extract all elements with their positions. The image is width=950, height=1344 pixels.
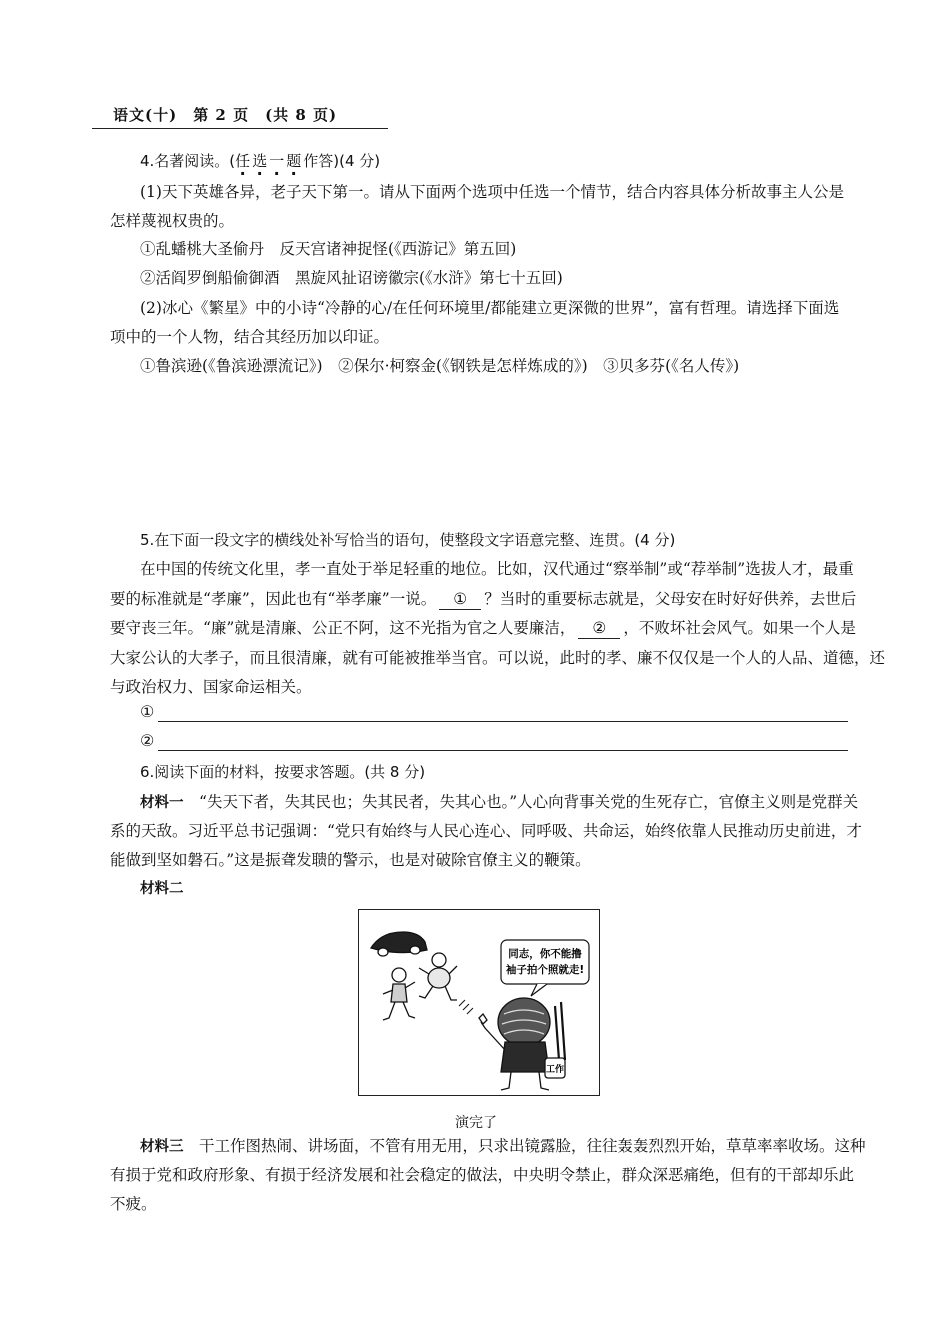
material3-text-1: 干工作图热闹、讲场面，不管有用无用，只求出镜露脸，往往轰轰烈烈开始，草草率率收场。这种 [199, 1137, 866, 1155]
q4-option-1: ①乱蟠桃大圣偷丹 反天宫诸神捉怪(《西游记》第五回) [140, 240, 517, 258]
cartoon-frame [358, 909, 600, 1096]
material2-label: 材料二 [140, 881, 184, 897]
q5-blank-2[interactable]: ② [578, 618, 620, 639]
q5-line5: 与政治权力、国家命运相关。 [110, 678, 312, 696]
material1-text-1: “失天下者，失其民也；失其民者，失其心也。”人心向背事关党的生死存亡，官僚主义则是党群关 [199, 793, 859, 811]
q5-line2-b: ？当时的重要标志就是，父母安在时好好供养，去世后 [484, 590, 857, 608]
q5-line3-a: 要守丧三年。“廉”就是清廉、公正不阿，这不光指为官之人要廉洁， [110, 619, 576, 637]
q6-material2-label-line [140, 878, 855, 899]
speech-text-2: 袖子拍个照就走! [505, 964, 585, 976]
q5-line4: 大家公认的大孝子，而且很清廉，就有可能被推举当官。可以说，此时的孝、廉不仅仅是一个人的人品、道德，还 [110, 649, 886, 667]
q5-line3-b: ，不败坏社会风气。如果一个人是 [623, 619, 856, 637]
q4-p1-line2: 怎样蔑视权贵的。 [110, 212, 235, 230]
q5-line2-a: 要的标准就是“孝廉”，因此也有“举孝廉”一说。 [110, 590, 437, 608]
q6-material3-line2: 有损于党和政府形象、有损于经济发展和社会稳定的做法，中央明令禁止，群众深恶痛绝，但有的干部却乐此 [110, 1166, 855, 1184]
q6-material3-line3: 不疲。 [110, 1195, 157, 1213]
fleeing-official-icon [419, 953, 457, 1000]
q4-p2-line1: (2)冰心《繁星》中的小诗“冷静的心/在任何环境里/都能建立更深微的世界”，富有哲理。请选择下面选 [140, 299, 840, 317]
q6-material1-line2: 系的天敌。习近平总书记强调：“党只有始终与人民心连心、同呼吸、共命运，始终依靠人民推动历史前进，才 [110, 822, 862, 840]
q4-p2-line2: 项中的一个人物，结合其经历加以印证。 [110, 328, 390, 346]
speech-text-1: 同志，你不能撸 [508, 948, 582, 960]
q6-material1-line1 [140, 792, 859, 813]
q4-title-part-a: 4.名著阅读。( [140, 152, 236, 170]
material3-label: 材料三 [140, 1139, 184, 1155]
bag-label: 工作 [545, 1065, 565, 1075]
worker-with-hat-icon [479, 998, 565, 1090]
q4-title-part-b: 作答)(4 分) [303, 152, 381, 170]
cartoon-caption: 演完了 [455, 1115, 497, 1131]
q6-material3-line1 [140, 1136, 866, 1157]
q5-answer-label-2: ② [140, 731, 155, 750]
q6-title: 6.阅读下面的材料，按要求答题。(共 8 分) [140, 763, 426, 781]
q4-p1-line1: (1)天下英雄各异，老子天下第一。请从下面两个选项中任选一个情节，结合内容具体分析故事主人公是 [140, 183, 844, 201]
page-header: 语文(十) 第 2 页 (共 8 页) [113, 106, 338, 124]
q5-answer-line-1[interactable] [158, 721, 848, 722]
q5-line1: 在中国的传统文化里，孝一直处于举足轻重的地位。比如，汉代通过“察举制”或“荐举制”选拔人才，最重 [140, 560, 854, 578]
q5-answer-label-1: ① [140, 702, 155, 721]
q4-options-2: ①鲁滨逊(《鲁滨逊漂流记》) ②保尔·柯察金(《钢铁是怎样炼成的》) ③贝多芬(《名人传》) [140, 357, 740, 375]
q5-line3 [110, 618, 855, 639]
car-icon [371, 932, 427, 956]
q6-material1-line3: 能做到坚如磐石。”这是振聋发聩的警示，也是对破除官僚主义的鞭策。 [110, 851, 591, 869]
running-man-icon [383, 968, 415, 1020]
q4-title-emphasis: 任选一题 [235, 152, 304, 170]
q4-option-2: ②活阎罗倒船偷御酒 黑旋风扯诏谤徽宗(《水浒》第七十五回) [140, 269, 563, 287]
q5-title: 5.在下面一段文字的横线处补写恰当的语句，使整段文字语意完整、连贯。(4 分) [140, 531, 676, 549]
header-rule [92, 128, 388, 129]
q5-line2 [110, 589, 855, 610]
cartoon-illustration [359, 910, 599, 1095]
q5-blank-1[interactable]: ① [439, 589, 481, 610]
q4-title [140, 151, 855, 171]
q5-answer-line-2[interactable] [158, 750, 848, 751]
material1-label: 材料一 [140, 795, 184, 811]
